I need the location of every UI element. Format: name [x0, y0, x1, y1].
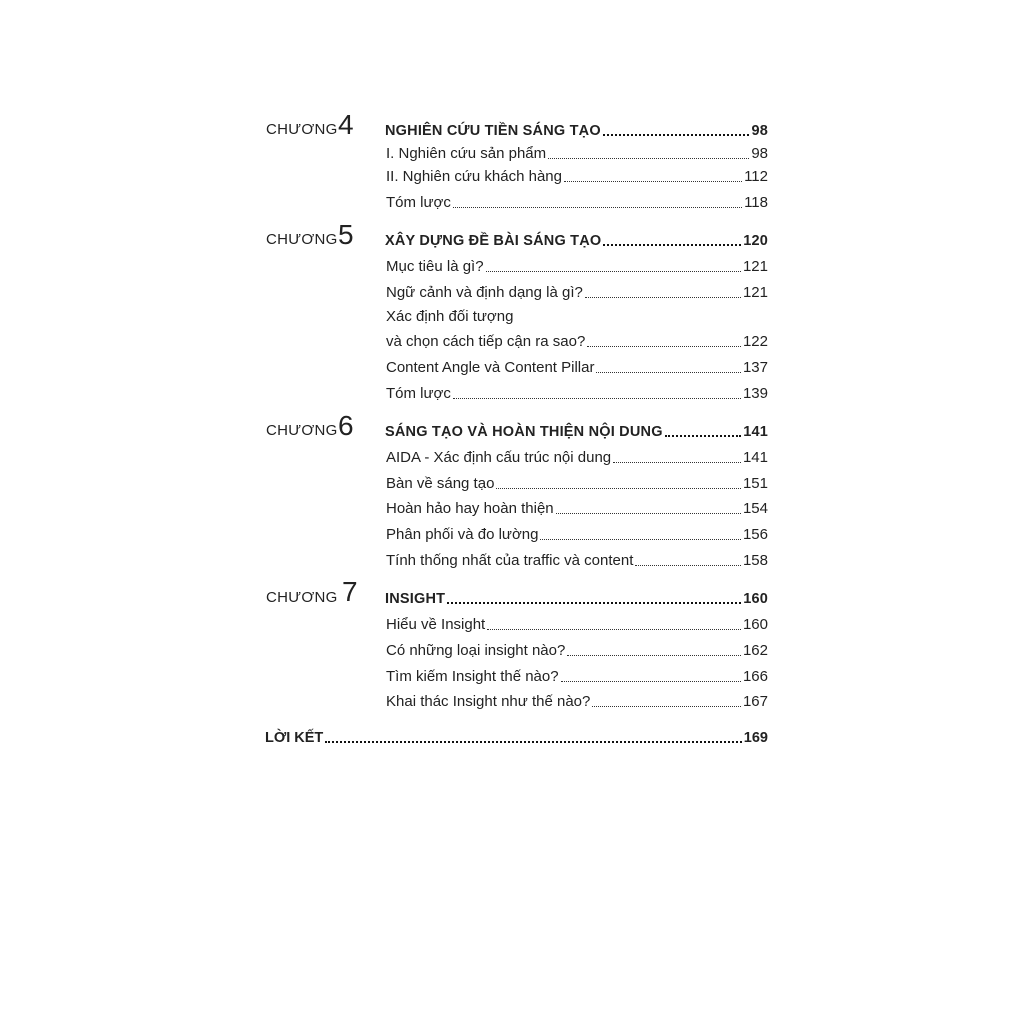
- chapter-title: SÁNG TẠO VÀ HOÀN THIỆN NỘI DUNG: [385, 424, 663, 440]
- page-number: 156: [742, 526, 768, 543]
- dot-leader: [613, 462, 741, 463]
- dot-leader: [567, 655, 741, 656]
- dot-leader: [603, 244, 741, 246]
- closing-title: LỜI KẾT: [265, 730, 324, 746]
- toc-entry[interactable]: [386, 357, 768, 377]
- entry-title: Ngữ cảnh và định dạng là gì?: [386, 284, 583, 301]
- page-number: 167: [742, 693, 768, 710]
- entry-title: Có những loại insight nào?: [386, 642, 566, 659]
- page-number: 162: [742, 642, 768, 659]
- entry-title: Tóm lược: [386, 385, 451, 402]
- dot-leader: [635, 565, 741, 566]
- page-number: 98: [751, 145, 768, 162]
- toc-entry[interactable]: [386, 282, 768, 302]
- toc-entry[interactable]: [386, 524, 768, 544]
- chapter-label: CHƯƠNG: [266, 121, 338, 138]
- page-number: 112: [744, 168, 768, 185]
- toc-entry[interactable]: [386, 666, 768, 686]
- page-number: 141: [742, 449, 768, 466]
- entry-title: II. Nghiên cứu khách hàng: [386, 168, 562, 185]
- toc-entry[interactable]: [386, 691, 768, 711]
- entry-title-line1: Xác định đối tượng: [386, 308, 514, 325]
- dot-leader: [325, 741, 742, 743]
- dot-leader: [587, 346, 741, 347]
- dot-leader: [585, 297, 741, 298]
- toc-entry[interactable]: [386, 473, 768, 493]
- chapter-label: CHƯƠNG: [266, 231, 338, 248]
- entry-title: Khai thác Insight như thế nào?: [386, 693, 591, 710]
- page-number: 154: [742, 500, 768, 517]
- dot-leader: [564, 181, 742, 182]
- entry-title: Content Angle và Content Pillar: [386, 359, 595, 376]
- toc-entry[interactable]: [386, 383, 768, 403]
- entry-title: Tính thống nhất của traffic và content: [386, 552, 634, 569]
- chapter-heading[interactable]: [385, 588, 768, 608]
- dot-leader: [596, 372, 741, 373]
- chapter-number: 5: [338, 219, 354, 250]
- page-number: 137: [742, 359, 768, 376]
- page-number: 118: [744, 194, 768, 211]
- page-number: 160: [742, 616, 768, 633]
- dot-leader: [453, 398, 741, 399]
- dot-leader: [540, 539, 740, 540]
- chapter-label: CHƯƠNG: [266, 589, 338, 606]
- dot-leader: [665, 435, 742, 437]
- page-number: 139: [742, 385, 768, 402]
- dot-leader: [453, 207, 742, 208]
- closing-entry[interactable]: [265, 727, 768, 747]
- toc-entry[interactable]: [386, 143, 768, 163]
- chapter-number: 4: [338, 109, 354, 140]
- page-number: 141: [743, 424, 768, 440]
- dot-leader: [603, 134, 750, 136]
- toc-entry[interactable]: [386, 614, 768, 634]
- dot-leader: [556, 513, 741, 514]
- page-number: 151: [742, 475, 768, 492]
- chapter-number: 7: [342, 576, 358, 607]
- dot-leader: [592, 706, 741, 707]
- dot-leader: [496, 488, 741, 489]
- toc-entry[interactable]: [386, 192, 768, 212]
- chapter-heading[interactable]: [385, 230, 768, 250]
- page-number: 166: [742, 668, 768, 685]
- toc-entry[interactable]: [386, 166, 768, 186]
- entry-title: I. Nghiên cứu sản phẩm: [386, 145, 547, 162]
- dot-leader: [486, 271, 741, 272]
- entry-title: Mục tiêu là gì?: [386, 258, 484, 275]
- entry-title: Phân phối và đo lường: [386, 526, 539, 543]
- chapter-heading[interactable]: [385, 421, 768, 441]
- page-number: 158: [742, 552, 768, 569]
- toc-entry[interactable]: [386, 256, 768, 276]
- page-number: 120: [743, 233, 768, 249]
- toc-entry[interactable]: [386, 331, 768, 351]
- dot-leader: [561, 681, 741, 682]
- entry-title: Tóm lược: [386, 194, 451, 211]
- dot-leader: [447, 602, 741, 604]
- toc-entry[interactable]: [386, 498, 768, 518]
- chapter-title: INSIGHT: [385, 591, 446, 607]
- entry-title: Tìm kiếm Insight thế nào?: [386, 668, 559, 685]
- page-number: 169: [743, 730, 768, 746]
- chapter-title: XÂY DỰNG ĐỀ BÀI SÁNG TẠO: [385, 233, 602, 249]
- page-number: 98: [751, 123, 768, 139]
- chapter-title: NGHIÊN CỨU TIỀN SÁNG TẠO: [385, 123, 601, 139]
- dot-leader: [548, 158, 749, 159]
- entry-title: AIDA - Xác định cấu trúc nội dung: [386, 449, 612, 466]
- toc-entry[interactable]: [386, 447, 768, 467]
- chapter-label: CHƯƠNG: [266, 422, 338, 439]
- entry-title: Bàn về sáng tạo: [386, 475, 495, 492]
- entry-title: Hoàn hảo hay hoàn thiện: [386, 500, 554, 517]
- entry-title: Hiểu về Insight: [386, 616, 486, 633]
- page-number: 122: [742, 333, 768, 350]
- toc-entry[interactable]: [386, 550, 768, 570]
- page-number: 121: [742, 284, 768, 301]
- entry-title: và chọn cách tiếp cận ra sao?: [386, 333, 586, 350]
- toc-entry[interactable]: [386, 640, 768, 660]
- dot-leader: [487, 629, 741, 630]
- chapter-heading[interactable]: [385, 120, 768, 140]
- page-number: 121: [742, 258, 768, 275]
- chapter-number: 6: [338, 410, 354, 441]
- page-number: 160: [743, 591, 768, 607]
